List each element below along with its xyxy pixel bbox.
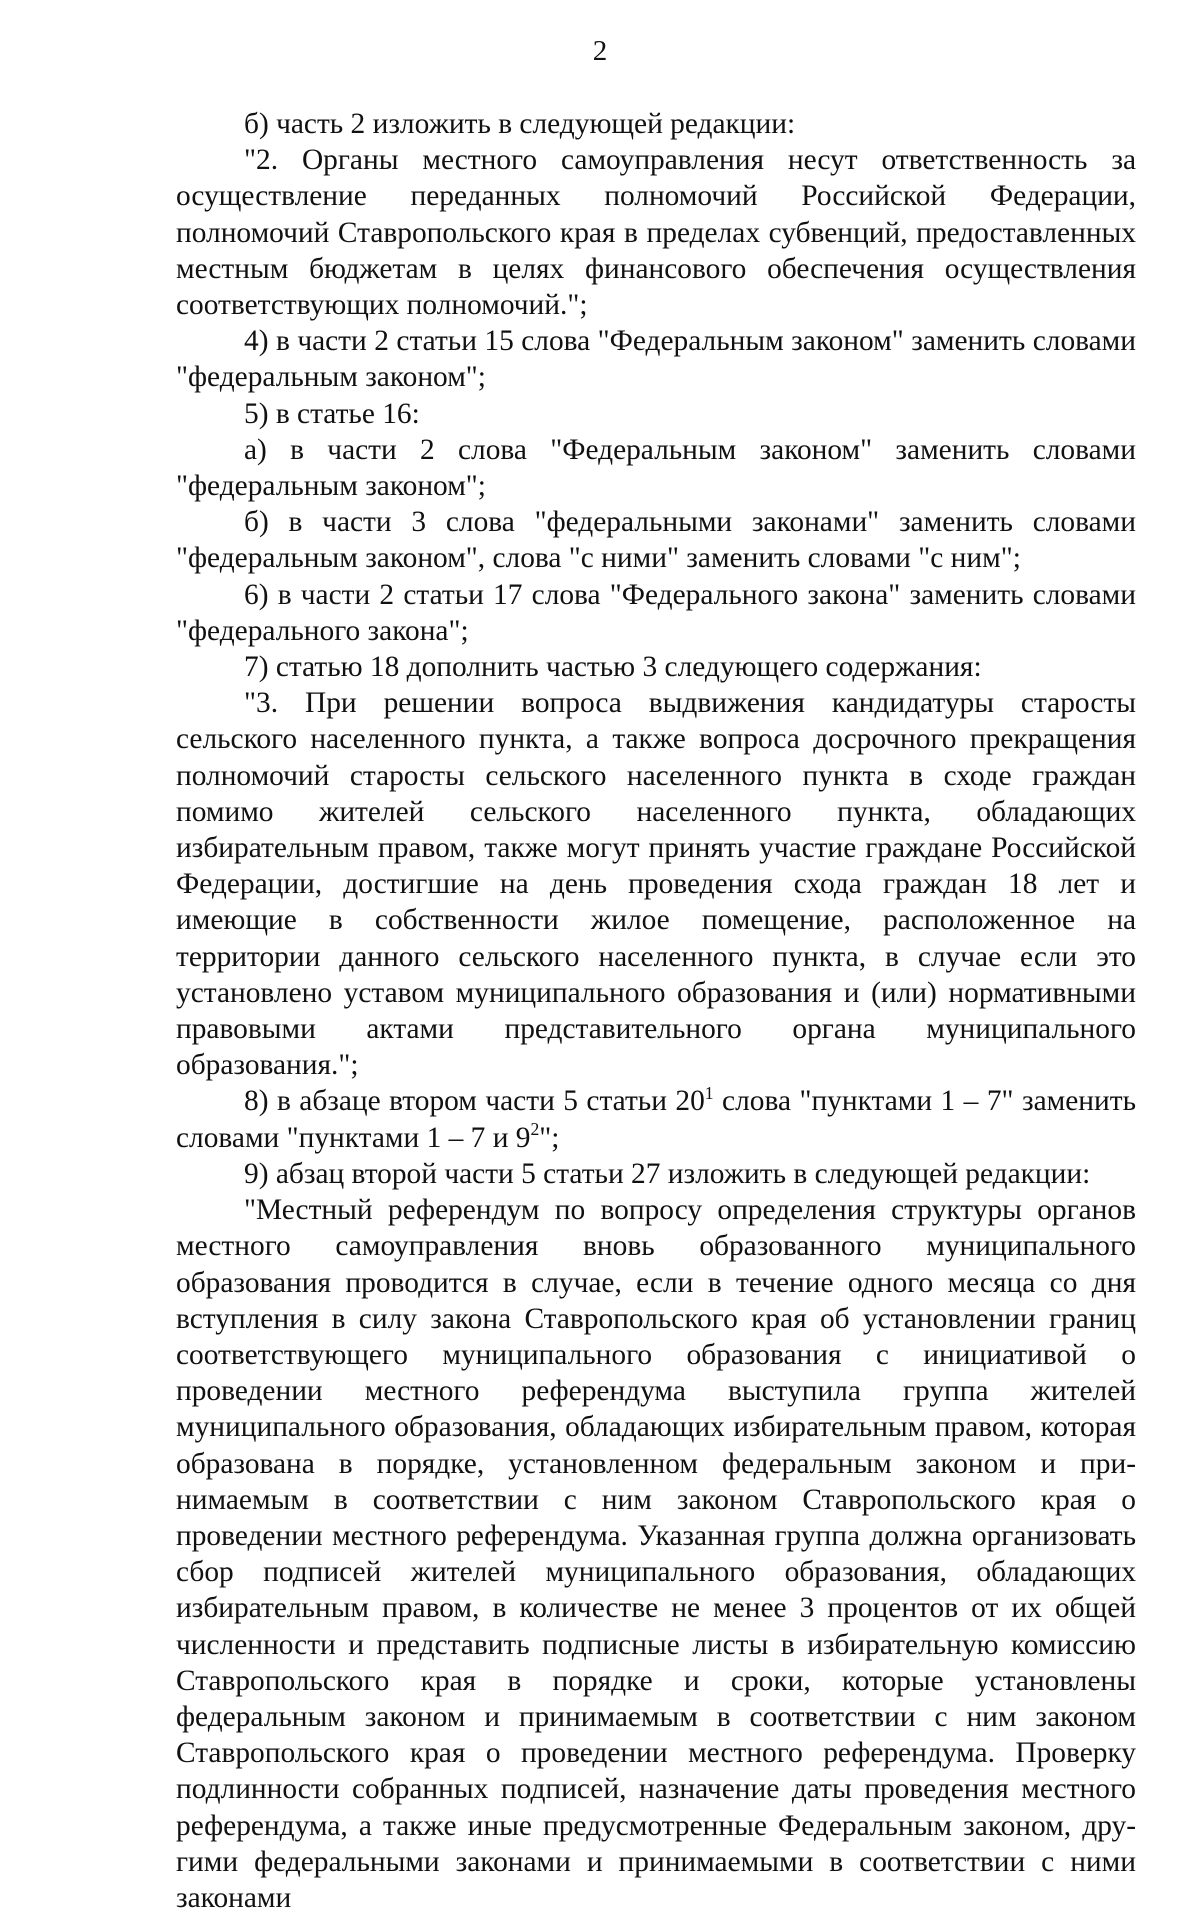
paragraph	[176, 106, 1136, 142]
paragraph-text: а) в части 2 слова "Федеральным законом" заменить словами "федеральным законом";	[176, 433, 1136, 503]
paragraph-text: 8) в абзаце втором части 5 статьи 20	[244, 1085, 705, 1118]
paragraph-text: "2. Органы местного самоуправления несут ответственность за осуществление переданных полномочий Российской Федерации, полномочий Ставропольского края в пределах субвенций, предоставленных местным бюджетам в целях финансового обеспечения осуществления соответствующих полномочий.";	[176, 144, 1136, 322]
paragraph	[176, 1083, 1136, 1155]
superscript: 1	[704, 1082, 714, 1103]
paragraph	[176, 649, 1136, 685]
paragraph-text: "3. При решении вопроса выдвижения кандидатуры старосты сельского населенного пункта, а также вопроса досрочного прекращения полномочий старосты сельского населенного пункта в сходе граждан помимо жителей сельского населенного пункта, обладающих избирательным правом, также могут принять участие граждане Российской Федерации, достигшие на день проведения схода граждан 18 лет и имеющие в собственности жилое помещение, расположенное на территории данного сельского населенного пункта, в случае если это установлено уставом муниципального образования и (или) нормативными правовыми актами представительного органа муниципального образования.";	[176, 687, 1136, 1082]
paragraph-text: 5) в статье 16:	[244, 397, 420, 430]
superscript: 2	[530, 1119, 540, 1140]
paragraph-text: слова "пунктами 1 – 7" заменить словами "пунктами 1 – 7 и 9	[176, 1085, 1136, 1154]
paragraph	[176, 142, 1136, 323]
paragraph	[176, 323, 1136, 395]
paragraph-text: ";	[539, 1121, 560, 1154]
paragraph	[176, 577, 1136, 649]
page-number: 2	[592, 35, 608, 67]
paragraph	[176, 685, 1136, 1083]
paragraph	[176, 1192, 1136, 1916]
paragraph-text: "Местный референдум по вопросу определения структуры органов местного самоуправления вновь образованного муниципального образования проводится в случае, если в течение одного месяца со дня вступления в силу закона Ставропольского края об установлении границ соответствующего муниципального образования с инициативой о проведении местного референдума выступила группа жителей муниципального образования, обладающих избирательным правом, которая образована в порядке, установленном федеральным законом и принимаемым в соответствии с ним законом Ставропольского края о проведении местного референдума. Указанная группа должна организовать сбор подписей жителей муниципального образования, обладающих избирательным правом, в количестве не менее 3 процентов от их общей численности и представить подписные листы в избирательную комиссию Ставропольского края в порядке и сроки, которые установлены федеральным законом и принимаемым в соответствии с ним законом Ставропольского края о проведении местного референдума. Проверку подлинности собранных подписей, назначение даты проведения местного референдума, а также иные предусмотренные Федеральным законом, другими федеральными законами и принимаемыми в соответствии с ними законами	[176, 1194, 1136, 1914]
paragraph	[176, 504, 1136, 576]
paragraph-text: 9) абзац второй части 5 статьи 27 изложить в следующей редакции:	[244, 1157, 1091, 1190]
paragraph-text: 7) статью 18 дополнить частью 3 следующего содержания:	[244, 651, 982, 684]
paragraph-text: б) часть 2 изложить в следующей редакции:	[244, 108, 796, 140]
paragraph-text: 4) в части 2 статьи 15 слова "Федеральным законом" заменить словами "федеральным законом";	[176, 325, 1136, 394]
paragraph-text: 6) в части 2 статьи 17 слова "Федерального закона" заменить словами "федерального закона";	[176, 578, 1136, 647]
paragraph	[176, 432, 1136, 504]
paragraph-text: б) в части 3 слова "федеральными законами" заменить словами "федеральным законом", слова "с ними" заменить словами "с ним";	[176, 506, 1136, 575]
paragraph	[176, 396, 1136, 432]
document-body	[176, 106, 1136, 1916]
paragraph	[176, 1156, 1136, 1192]
